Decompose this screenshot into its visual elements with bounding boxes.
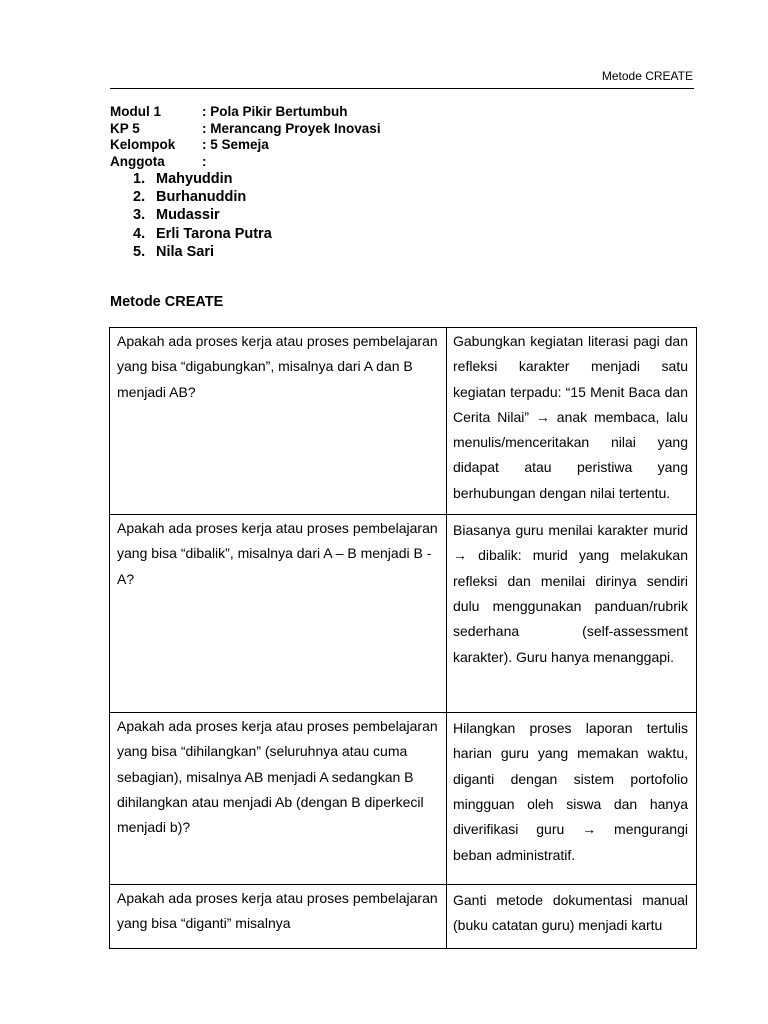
- info-row-kp: [110, 121, 381, 138]
- member-item: [133, 243, 272, 261]
- info-value: : Merancang Proyek Inovasi: [202, 120, 381, 136]
- info-value: :: [202, 153, 207, 169]
- table-row: [110, 713, 697, 885]
- info-value: : Pola Pikir Bertumbuh: [202, 104, 348, 119]
- info-row-module: [110, 104, 381, 121]
- create-method-table: [109, 327, 697, 949]
- member-name: Burhanuddin: [156, 189, 247, 206]
- section-title: Metode CREATE: [110, 294, 224, 310]
- info-label: Kelompok: [110, 137, 176, 152]
- member-number: 5.: [133, 243, 146, 260]
- member-list: [133, 170, 272, 261]
- question-cell: Apakah ada proses kerja atau proses pembelajaran yang bisa “diganti” misalnya: [110, 885, 447, 949]
- member-item: [133, 170, 272, 188]
- info-label: KP 5: [110, 120, 140, 136]
- info-row-members: [110, 154, 381, 171]
- answer-cell: Hilangkan proses laporan tertulis harian guru yang memakan waktu, diganti dengan sistem portofolio mingguan oleh siswa dan hanya diverifikasi guru → mengurangi beban administratif.: [447, 713, 697, 885]
- table-row: [110, 328, 697, 515]
- question-cell: Apakah ada proses kerja atau proses pembelajaran yang bisa “dibalik”, misalnya dari A – B menjadi B - A?: [110, 515, 447, 713]
- info-label: Anggota: [110, 153, 165, 169]
- info-label: Modul 1: [110, 104, 161, 119]
- question-cell: Apakah ada proses kerja atau proses pembelajaran yang bisa “dihilangkan” (seluruhnya atau cuma sebagian), misalnya AB menjadi A sedangkan B dihilangkan atau menjadi Ab (dengan B diperkecil menjadi b)?: [110, 713, 447, 885]
- member-name: Mudassir: [156, 207, 220, 224]
- table-row: [110, 515, 697, 713]
- member-number: 2.: [133, 189, 146, 206]
- member-name: Mahyuddin: [156, 171, 233, 187]
- member-item: [133, 188, 272, 206]
- member-number: 1.: [133, 171, 146, 187]
- table-row: [110, 885, 697, 949]
- member-item: [133, 206, 272, 224]
- member-item: [133, 225, 272, 243]
- header-divider: [110, 88, 694, 89]
- answer-cell: Ganti metode dokumentasi manual (buku catatan guru) menjadi kartu: [447, 885, 697, 949]
- info-value: : 5 Semeja: [202, 137, 269, 152]
- member-name: Nila Sari: [156, 243, 215, 260]
- info-row-group: [110, 137, 381, 154]
- page-header-title: Metode CREATE: [601, 69, 693, 83]
- member-name: Erli Tarona Putra: [156, 225, 272, 242]
- member-number: 4.: [133, 225, 146, 242]
- member-number: 3.: [133, 207, 146, 224]
- answer-cell: Biasanya guru menilai karakter murid → dibalik: murid yang melakukan refleksi dan menilai dirinya sendiri dulu menggunakan panduan/rubrik sederhana (self-assessment karakter). Guru hanya menanggapi.: [447, 515, 697, 713]
- module-info: [110, 104, 381, 170]
- question-cell: Apakah ada proses kerja atau proses pembelajaran yang bisa “digabungkan”, misalnya dari A dan B menjadi AB?: [110, 328, 447, 515]
- answer-cell: Gabungkan kegiatan literasi pagi dan refleksi karakter menjadi satu kegiatan terpadu: “15 Menit Baca dan Cerita Nilai” → anak membaca, lalu menulis/menceritakan nilai yang didapat atau peristiwa yang berhubungan dengan nilai tertentu.: [447, 328, 697, 515]
